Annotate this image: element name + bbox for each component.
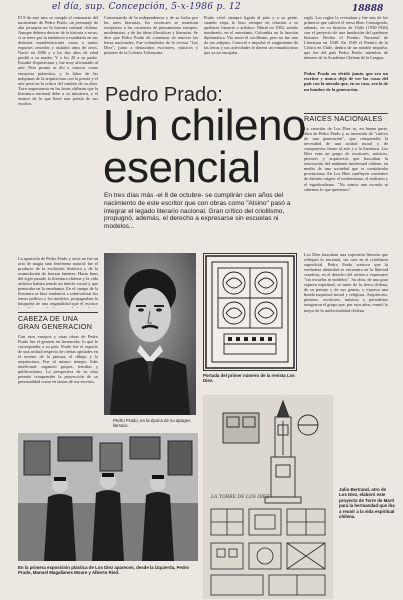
column-4-mid: La creación de Los Diez es, en buena parte, obra de Pedro Prado y su intención de "cultivo de una generación", que comprendía la necesidad de una actitud moral y de compromiso frente al arte y a la literatura. Los Diez eran un grupo de escritores, músicos, pintores y arquitectos que buscaban la renovación del ambiente intelectual chileno, en medio de una sociedad que se consideraba provinciana. En Los Diez confluyen corrientes de distinto origen: el modernismo, el realismo y el espiritualismo. "No somos una escuela ni sabemos lo que queremos". (304, 126, 388, 192)
article-kicker: Pedro Prado: (105, 84, 223, 106)
column-4-top: regla. Los reglas lo revisaban y fue uno de los primeros que cultivó el verso libre. Consagrado, además, en su historia de Chile (1950-1926) con el proyecto de una fundación del quehacer literario. Recibe el Premio Nacional de Literatura en 1949. En 1949 el Premio de la Crítica en Chile, dentro de un notable impulso, que fue del país Pedro Prado, miembro de número de la Academia Chilena de la Lengua. (304, 15, 388, 61)
column-1-top: El 8 de este mes se cumple el centenario del nacimiento de Pedro Prado, un personaje de alta jerarquía en la historia cultural chilena. Aunque debiera decirse de la historia a secas, si se tiene por la tendencia a estudiarla en sus distintas manifestaciones como a tantos espacios cerrados y aislados unos de otros. Nació en 1886 y a los dos años de edad perdió a su madre. Y a los 20 a su padre. Estudió Arquitectura y fue muy aficionado al arte. Pero pronto se dio a conocer como ensayista polemista, y la labor de las máquinas de la arquitectura con la poesía y el arte pesó en la crítica del cambio de su obra. Tuvo importancia en las letras chilenas que la literatura nacional debe a su iniciativa, y el avance de lo que llevó una poesía de sus escritos. (18, 15, 98, 106)
cabeza-heading: CABEZA DE UNA GRAN GENERACION (18, 314, 93, 331)
article-title-line1: Un chileno (103, 101, 306, 150)
archive-number: 18888 (352, 4, 384, 14)
column-3-top: Prado vivió siempre ligado al país y a su gente, cuando viaja, lo hizo siempre en relación a su quehacer literario o artístico. Murió en 1952, siendo nombrado, en el entretanto, Colombia en la función diplomática. Vio nacer el criollismo, pero no fue uno de sus adeptos. Conoció e impulsó el surgimiento de las letras y sus actividades le dieron un romanticismo que ya no encajaba. (204, 15, 298, 56)
portrait-caption: Pedro Prado, en la época de su apogeo literario. (113, 418, 191, 428)
article-deck: En tres días más -el 8 de octubre- se cumplirán cien años del nacimiento de este escritor que con obras como "Alsino" pasó a integrar el legado literario nacional. Gran crítico del criollismo, propugnó, además, el derecho a expresarse sin escuelas ni modelos... (104, 192, 291, 231)
revista-caption: Portada del primer número de la revista Los Diez. (203, 373, 295, 383)
group-photo (18, 433, 198, 561)
drawing-label: LA TORRE DE LOS DIEZ (211, 495, 270, 500)
raices-heading: RAICES NACIONALES (304, 114, 383, 123)
column-2-top: Comenzando de la independencia y de su lucha por las artes literarias, los escritores se muestran receptivos a las corrientes de pensamiento europeo, modernistas, y de las ideas filosóficas y literarias. Se dice que Pedro Prado de comenzar de renovar las letras nacionales. Fue cofundador de la revista "Los Diez", junto a destacados escritores, músicos y pintores de la Colonia Tolstoyana. (104, 15, 198, 56)
column-1-mid: La aparición de Pedro Prado y otros no fue un acto de magia sino fenómeno natural: fue el producto de la evolución histórica y de la acumulación de fuerzas latentes. Hasta fines del siglo pasado la literatura chilena y la vida artística habían tenido un interés social y que penetraba en la enseñanza. En el campo de la literatura se hizo tendencia a sobrevalorar los temas político y los modelos, propugnaban la búsqueda de una originalidad que el escritor (18, 256, 98, 307)
group-caption: En la primera exposición plástica de Los Diez aparecen, desde la izquierda, Pedro Prado, Manuel Magallanes Moure y Alberto Ried. (18, 565, 190, 575)
portrait-illustration (104, 253, 196, 415)
revista-cover (203, 253, 297, 371)
tower-caption: Julio Bertrand, otro de Los Diez, elaboró este proyecto de Torre de Martí para la hermandad que iba a reunir a la vida espiritual chilena. (339, 487, 395, 520)
cabeza-rule (18, 312, 98, 313)
portrait-photo (104, 253, 196, 415)
revista-cover-illustration (204, 254, 296, 370)
cabeza-text: Con esos ensayos y otras obras de Pedro Prado fue el germen en formación: lo que le correspondía a su país. Prado fue el espacio de una actitud respecto de ciertas aptitudes en el terreno de la pintura, el dibujo y la arquitectura. Fue al mismo tiempo, líder intelectual: organizó grupos, tertulias y publicaciones. La perspectiva de su obra permite comprender la proyección de su personalidad como en tantos de sus escritos. (18, 334, 98, 385)
group-photo-illustration (18, 433, 198, 561)
raices-text: Los Diez buscaban una expresión literaria que reflejara lo nacional, sin caer en el criollismo superficial. Pedro Prado sostuvo que la verdadera identidad se encuentra en la libertad creadora, en el derecho del artista a expresarse "sin escuelas ni modelos". Su obra, de una gran riqueza espiritual, se nutre de la tierra chilena, de su paisaje y de sus gentes, y expresa una honda inquietud moral y religiosa. Arquitectos, pintores, escritores, músicos y periodistas integraron el grupo que, por esos años, reunió lo mejor de la intelectualidad chilena. (304, 252, 388, 313)
handwritten-note: el día, sup. Concepción, 5-x-1986 p. 12 (52, 2, 241, 12)
tower-drawing (203, 395, 333, 599)
column-4-pullquote: Pedro Prado no olvidó jamás que era un escritor y nunca dejó de ver las cosas del país con la mirada que, en su caso, era la de un hombre de la generación. (304, 71, 388, 92)
article-title-line2: esencial (103, 143, 261, 192)
